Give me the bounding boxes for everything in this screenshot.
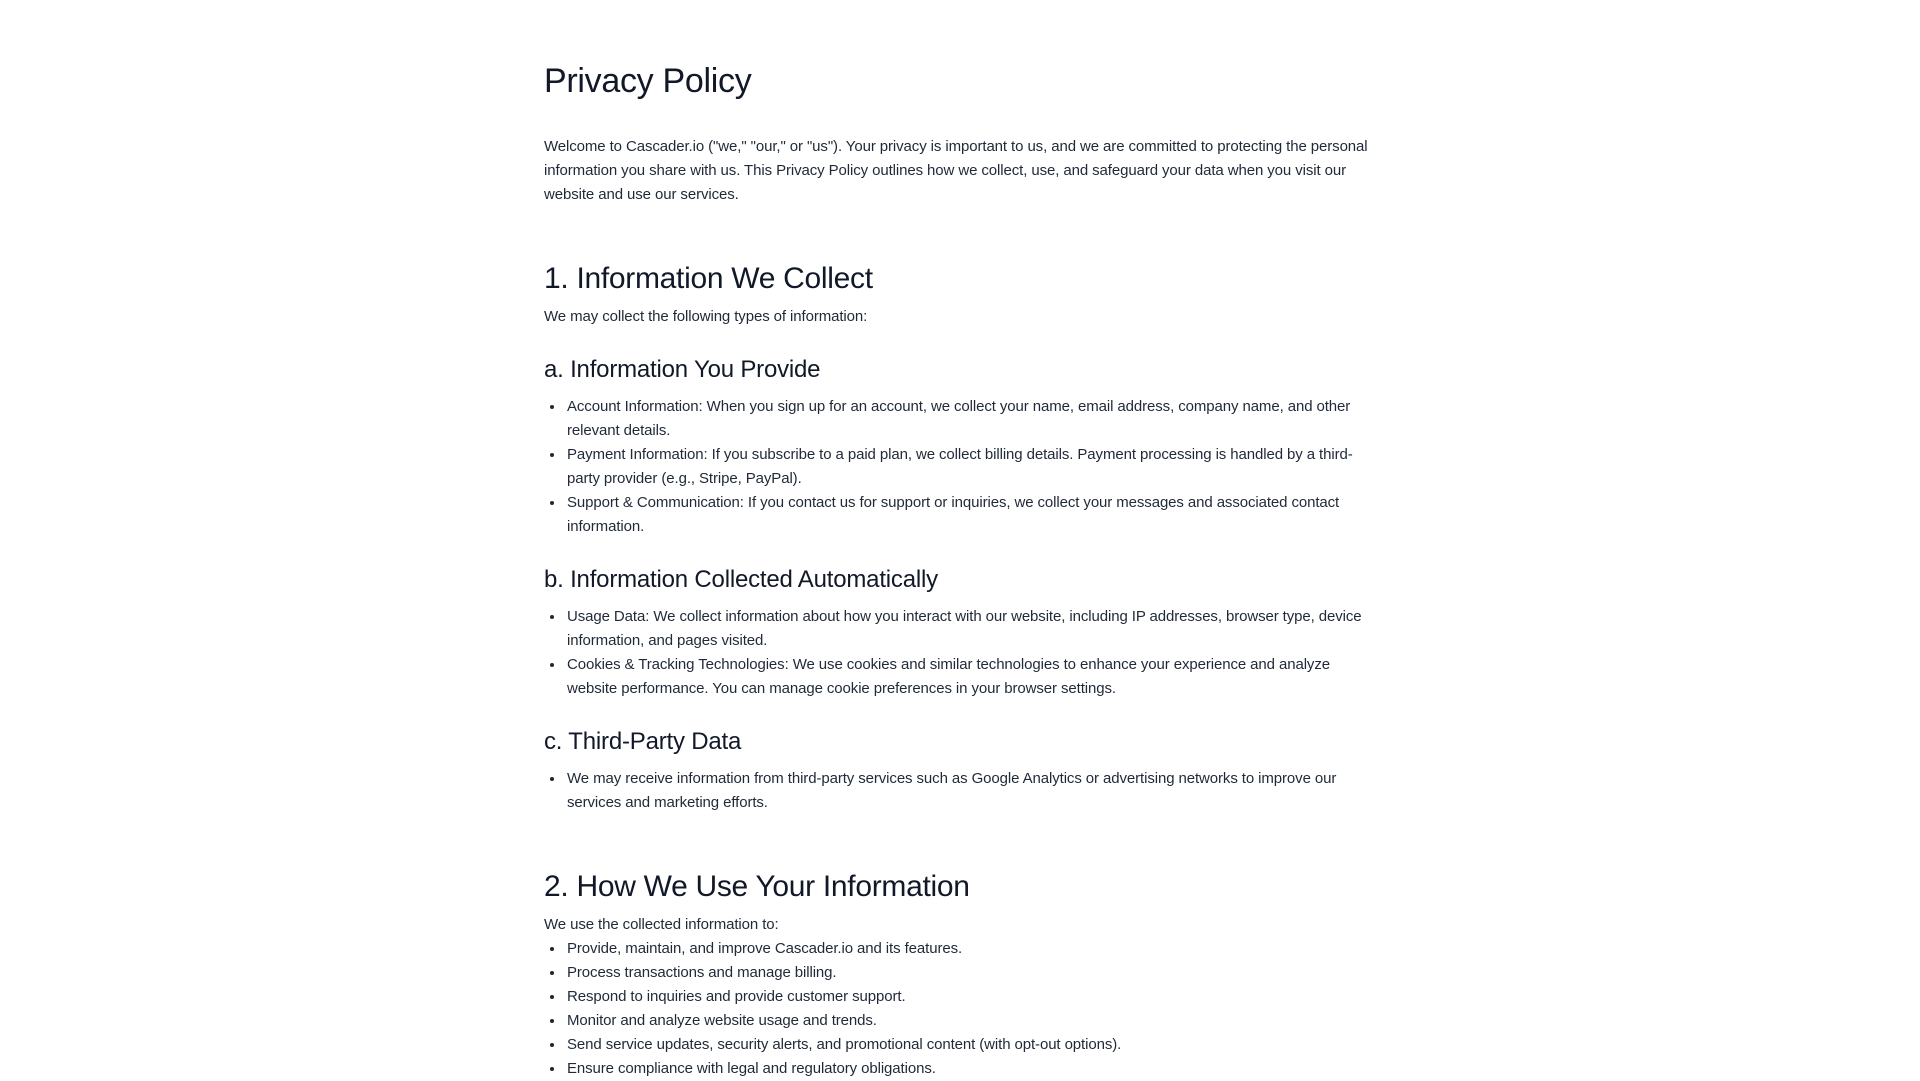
- subsection-c-list: [544, 767, 1376, 815]
- section-1-lead: We may collect the following types of information:: [544, 307, 868, 325]
- list-item: • Provide, maintain, and improve Cascader.io and its features.: [565, 937, 1376, 961]
- intro-paragraph: Welcome to Cascader.io ("we," "our," or "us"). Your privacy is important to us, and we are committed to protecting the personal information you share with us. This Privacy Policy outlines how we collect, use, and safeguard your data when you visit our website and use our services.: [544, 137, 1368, 203]
- section-information-we-collect: [544, 261, 1376, 815]
- list-item: • Ensure compliance with legal and regulatory obligations.: [565, 1057, 1376, 1081]
- list-item: • Monitor and analyze website usage and trends.: [565, 1009, 1376, 1033]
- privacy-policy-document: [544, 0, 1376, 1081]
- section-2-list: [544, 937, 1376, 1081]
- subsection-b-heading: b. Information Collected Automatically: [544, 565, 938, 593]
- list-item: • Support & Communication: If you contact us for support or inquiries, we collect your messages and associated contact information.: [565, 491, 1376, 539]
- subsection-c-heading: c. Third-Party Data: [544, 727, 742, 755]
- list-item: • Respond to inquiries and provide customer support.: [565, 985, 1376, 1009]
- list-item: • Send service updates, security alerts, and promotional content (with opt-out options).: [565, 1033, 1376, 1057]
- list-item: • Payment Information: If you subscribe to a paid plan, we collect billing details. Payment processing is handled by a third-party provider (e.g., Stripe, PayPal).: [565, 443, 1376, 491]
- list-item: • We may receive information from third-party services such as Google Analytics or advertising networks to improve our services and marketing efforts.: [565, 767, 1376, 815]
- subsection-b-list: [544, 605, 1376, 701]
- section-1-heading: 1. Information We Collect: [544, 261, 873, 295]
- list-item: • Process transactions and manage billing.: [565, 961, 1376, 985]
- page-title: Privacy Policy: [544, 62, 752, 100]
- section-how-we-use-your-information: [544, 869, 1376, 1081]
- subsection-a-list: [544, 395, 1376, 539]
- section-2-heading: 2. How We Use Your Information: [544, 869, 970, 903]
- section-2-lead: We use the collected information to:: [544, 915, 779, 933]
- list-item: • Account Information: When you sign up for an account, we collect your name, email address, company name, and other relevant details.: [565, 395, 1376, 443]
- subsection-a-heading: a. Information You Provide: [544, 355, 821, 383]
- list-item: • Usage Data: We collect information about how you interact with our website, including IP addresses, browser type, device information, and pages visited.: [565, 605, 1376, 653]
- list-item: • Cookies & Tracking Technologies: We use cookies and similar technologies to enhance your experience and analyze website performance. You can manage cookie preferences in your browser settings.: [565, 653, 1376, 701]
